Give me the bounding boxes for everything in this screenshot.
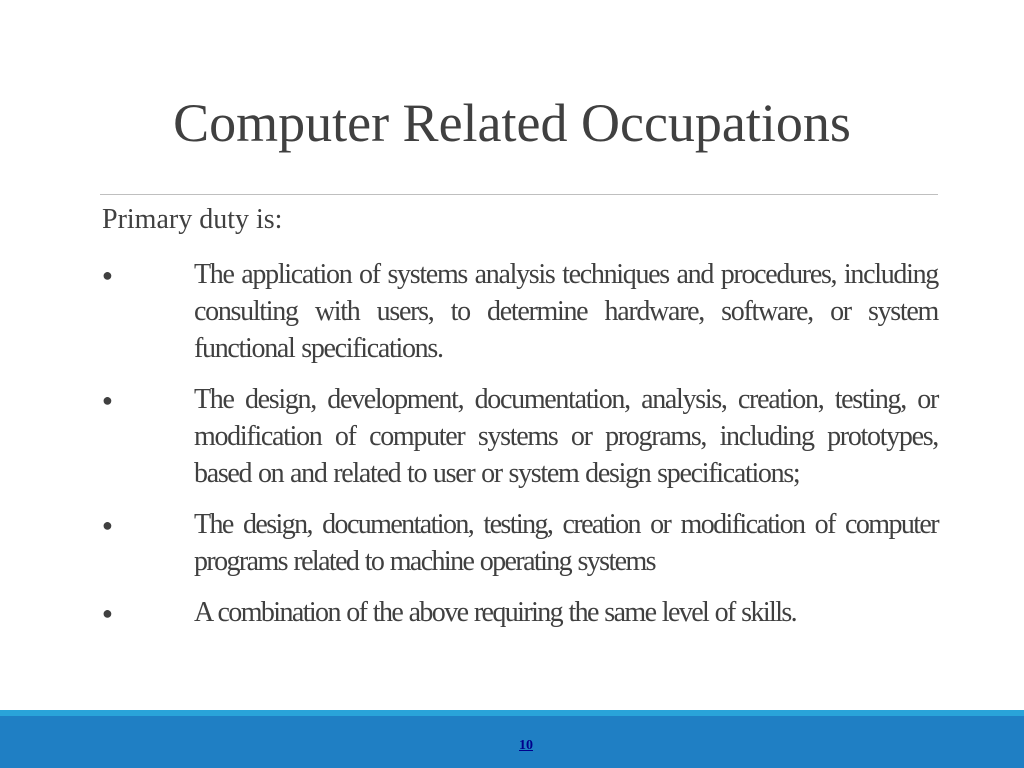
intro-text: Primary duty is: bbox=[102, 204, 283, 235]
bullet-dot-icon: ● bbox=[102, 603, 113, 623]
bullet-item bbox=[102, 256, 938, 367]
bullet-dot-icon: ● bbox=[102, 265, 113, 285]
bullet-text: The design, documentation, testing, creation or modification of computer programs related to machine operating systems bbox=[194, 509, 938, 577]
title-divider bbox=[100, 194, 938, 195]
bullet-item bbox=[102, 506, 938, 580]
bullet-text: The application of systems analysis techniques and procedures, including consulting with users, to determine hardware, software, or system functional specifications. bbox=[194, 259, 938, 364]
slide-title: Computer Related Occupations bbox=[173, 93, 851, 153]
bullet-list bbox=[102, 256, 938, 645]
bullet-item bbox=[102, 594, 938, 631]
bullet-text: The design, development, documentation, analysis, creation, testing, or modification of computer systems or programs, including prototypes, based on and related to user or system design specifications; bbox=[194, 384, 938, 489]
page-number-link[interactable]: 10 bbox=[519, 738, 533, 753]
bullet-dot-icon: ● bbox=[102, 515, 113, 535]
bullet-text: A combination of the above requiring the same level of skills. bbox=[194, 597, 797, 628]
bullet-dot-icon: ● bbox=[102, 390, 113, 410]
bullet-item bbox=[102, 381, 938, 492]
